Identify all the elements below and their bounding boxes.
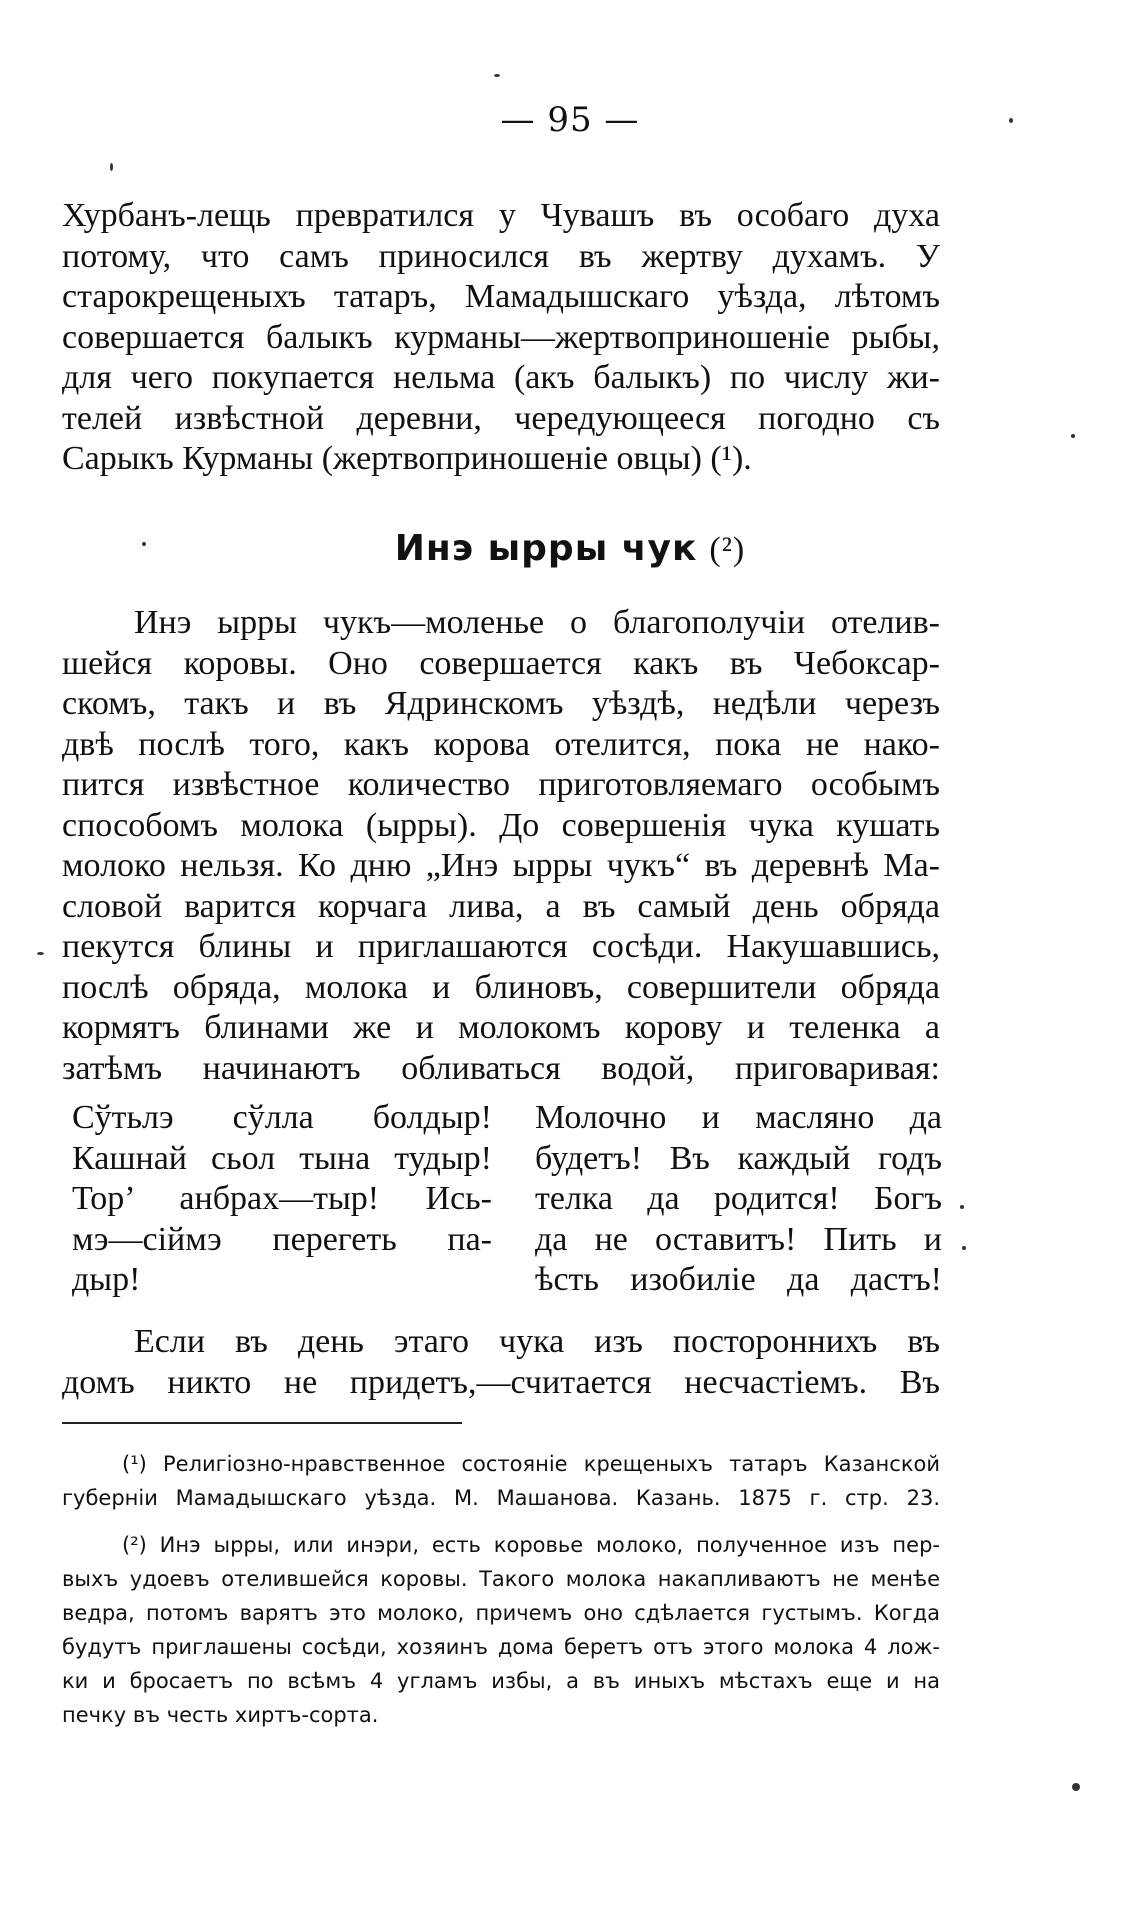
verse-line: Кашнай сьол тына тудыр!	[72, 1139, 492, 1177]
footnote-line: (²) Инэ ырры, или инэри, есть коровье молоко, полученное изъ пер-	[122, 1533, 940, 1557]
text-line: послѣ обряда, молока и блиновъ, совершители обряда	[62, 968, 940, 1006]
section-heading	[0, 528, 1140, 569]
paragraph-misfortune	[62, 1322, 940, 1403]
text-line: словой варится корчага лива, а въ самый день обряда	[62, 887, 940, 925]
footnote-line: выхъ удоевъ отелившейся коровы. Такого молока накапливаютъ не менѣе	[62, 1567, 940, 1591]
text-line: Хурбанъ-лещь превратился у Чувашъ въ особаго духа	[62, 197, 940, 234]
text-line: потому, что самъ приносился въ жертву духамъ. У	[62, 237, 940, 275]
text-line: старокрещеныхъ татаръ, Мамадышскаго уѣзда, лѣтомъ	[62, 278, 940, 315]
verse-line: мэ—сіймэ перегеть па-	[72, 1220, 492, 1258]
footnote-line: ки и бросаетъ по всѣмъ 4 угламъ избы, а въ иныхъ мѣстахъ еще и на	[62, 1669, 940, 1693]
section-heading-footnote-ref: (²)	[709, 531, 746, 568]
verse-line: Молочно и масляно да	[535, 1099, 942, 1136]
text-line: Если въ день этаго чука изъ постороннихъ въ	[134, 1323, 940, 1360]
footnote-line: губерніи Мамадышскаго уѣзда. М. Машанова. Казань. 1875 г. стр. 23.	[62, 1486, 940, 1510]
scan-speck	[110, 163, 113, 171]
text-line: молоко нельзя. Ко дню „Инэ ырры чукъ“ въ деревнѣ Ма-	[62, 847, 940, 884]
text-line: двѣ послѣ того, какъ корова отелится, пока не нако-	[62, 725, 940, 763]
scan-speck	[962, 1246, 966, 1250]
paragraph-intro	[62, 196, 940, 480]
verse-line: будетъ! Въ каждый годъ	[535, 1139, 942, 1177]
footnote-1	[62, 1447, 940, 1515]
text-line: Инэ ырры чукъ—моленье о благополучіи отелив-	[134, 604, 940, 641]
text-line: совершается балыкъ курманы—жертвоприношеніе рыбы,	[62, 318, 940, 356]
verse-line: дыр!	[72, 1261, 141, 1298]
scan-speck	[960, 1205, 964, 1209]
footnote-line: (¹) Религіозно-нравственное состояніе крещеныхъ татаръ Казанской	[122, 1452, 940, 1476]
footnote-2	[62, 1528, 940, 1732]
footnote-line: будутъ приглашены сосѣди, хозяинъ дома беретъ отъ этого молока 4 лож-	[62, 1635, 940, 1659]
scan-speck	[1009, 118, 1013, 123]
text-line: телей извѣстной деревни, чередующееся погодно съ	[62, 399, 940, 437]
verse-chuvash	[72, 1098, 492, 1301]
page-number: — 95 —	[500, 100, 640, 140]
footnote-line: печку въ честь хиртъ-сорта.	[62, 1703, 379, 1727]
scan-speck	[1072, 1783, 1080, 1791]
verse-line: Тор’ анбрах—тыр! Ись-	[72, 1180, 492, 1217]
scan-speck	[142, 542, 146, 546]
verse-line: телка да родится! Богъ	[535, 1180, 942, 1217]
verse-line: ѣсть изобиліе да дастъ!	[535, 1261, 942, 1298]
paragraph-ritual-description	[62, 603, 940, 1089]
section-heading-title: Инэ ырры чук	[394, 528, 698, 569]
text-line: Сарыкъ Курманы (жертвоприношеніе овцы) (¹).	[62, 440, 752, 477]
text-line: пится извѣстное количество приготовляемаго особымъ	[62, 766, 940, 803]
text-line: шейся коровы. Оно совершается какъ въ Чебоксар-	[62, 644, 940, 682]
scan-speck	[37, 952, 44, 955]
text-line: способомъ молока (ырры). До совершенія чука кушать	[62, 806, 940, 844]
text-line: пекутся блины и приглашаются сосѣди. Накушавшись,	[62, 928, 940, 965]
verse-line: да не оставитъ! Пить и	[535, 1220, 942, 1258]
verse-line: Сўтьлэ сўлла болдыр!	[72, 1099, 492, 1136]
scan-speck	[1071, 434, 1075, 438]
text-line: для чего покупается нельма (акъ балыкъ) по числу жи-	[62, 359, 940, 396]
scan-speck	[494, 74, 500, 77]
text-line: кормятъ блинами же и молокомъ корову и теленка а	[62, 1009, 940, 1046]
footnote-line: ведра, потомъ варятъ это молоко, причемъ оно сдѣлается густымъ. Когда	[62, 1601, 940, 1625]
text-line: затѣмъ начинаютъ обливаться водой, приговаривая:	[62, 1049, 940, 1087]
text-line: домъ никто не придетъ,—считается несчастіемъ. Въ	[62, 1363, 940, 1401]
footnote-divider	[62, 1422, 462, 1424]
verse-russian-translation	[535, 1098, 942, 1301]
text-line: скомъ, такъ и въ Ядринскомъ уѣздѣ, недѣли черезъ	[62, 685, 940, 722]
